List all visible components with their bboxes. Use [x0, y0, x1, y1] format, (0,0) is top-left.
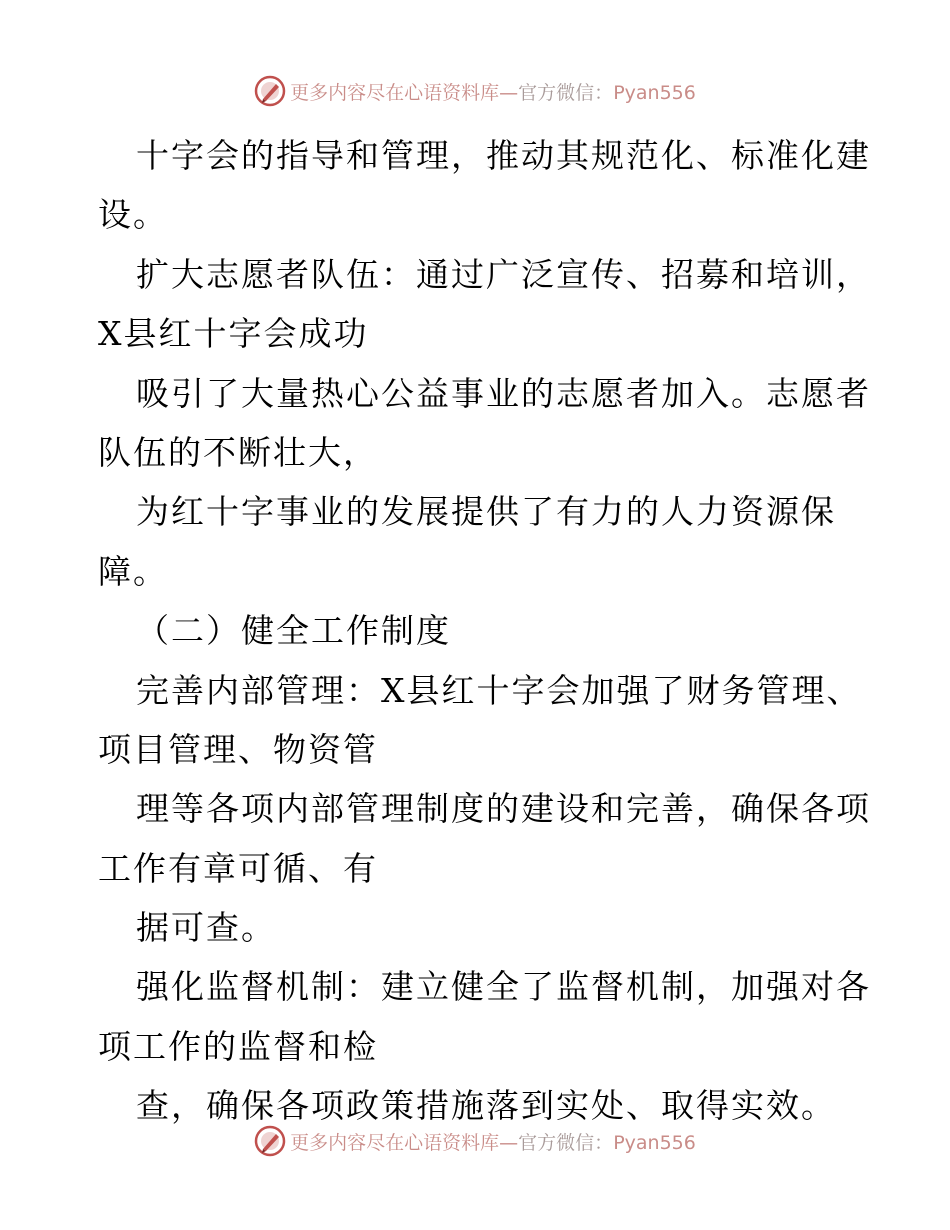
watermark-dash: —	[499, 81, 519, 104]
watermark-side: 官方微信：	[518, 81, 614, 104]
text-line: 据可查。	[136, 908, 276, 948]
watermark-main: 更多内容尽在心语资料库	[290, 1131, 500, 1154]
pen-logo-icon	[254, 75, 286, 107]
watermark-dash: —	[499, 1131, 519, 1154]
header-watermark	[0, 71, 950, 111]
text-line: 理等各项内部管理制度的建设和完善，确保各项	[136, 789, 871, 829]
text-line: X县红十字会成功	[98, 314, 369, 354]
text-line: 障。	[98, 551, 168, 591]
text-line: 项工作的监督和检	[98, 1026, 378, 1066]
watermark-id: Pyan556	[613, 1131, 696, 1154]
text-line: 设。	[98, 195, 168, 235]
watermark-main: 更多内容尽在心语资料库	[290, 81, 500, 104]
text-line: 项目管理、物资管	[98, 729, 378, 769]
footer-watermark	[0, 1121, 950, 1161]
watermark-id: Pyan556	[613, 81, 696, 104]
watermark-side: 官方微信：	[518, 1131, 614, 1154]
text-line: （二）健全工作制度	[136, 611, 451, 651]
document-body	[98, 126, 871, 1136]
text-line: 工作有章可循、有	[98, 848, 378, 888]
text-line: 查，确保各项政策措施落到实处、取得实效。	[136, 1086, 836, 1126]
watermark-text	[290, 1128, 696, 1155]
text-line: 十字会的指导和管理，推动其规范化、标准化建	[136, 136, 871, 175]
pen-logo-icon	[254, 1125, 286, 1157]
text-line: 吸引了大量热心公益事业的志愿者加入。志愿者	[136, 373, 871, 413]
text-line: 完善内部管理：X县红十字会加强了财务管理、	[136, 670, 862, 710]
text-line: 队伍的不断壮大，	[98, 432, 378, 472]
text-line: 扩大志愿者队伍：通过广泛宣传、招募和培训，	[136, 254, 871, 294]
watermark-text	[290, 78, 696, 105]
text-line: 为红十字事业的发展提供了有力的人力资源保	[136, 492, 836, 532]
text-line: 强化监督机制：建立健全了监督机制，加强对各	[136, 967, 871, 1007]
